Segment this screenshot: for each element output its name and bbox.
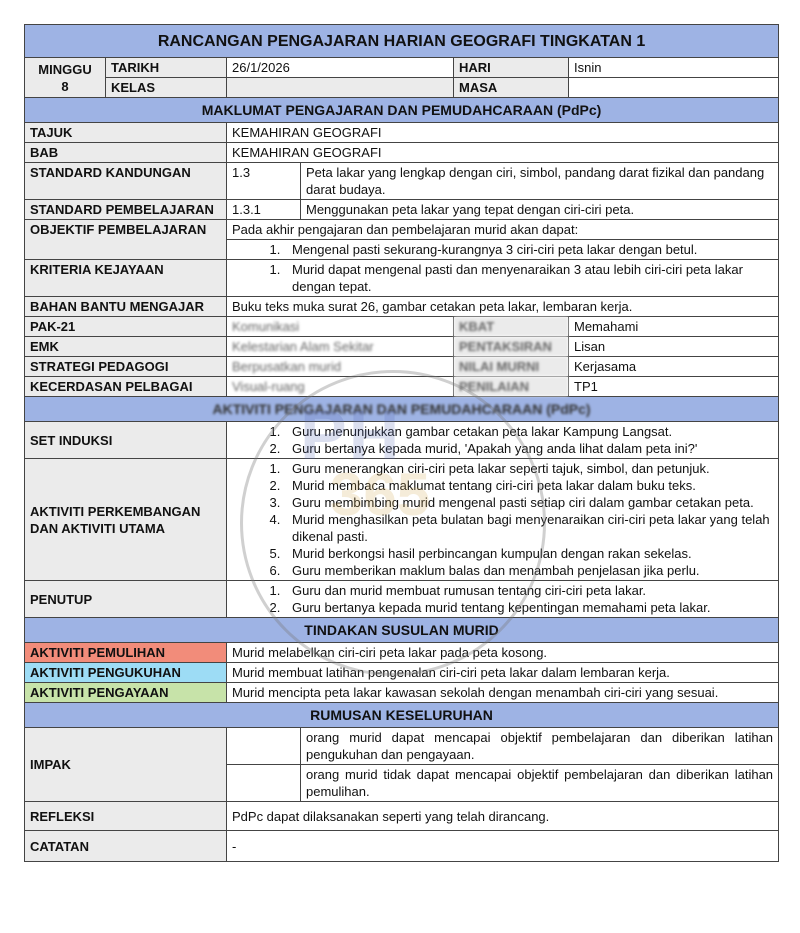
masa-value[interactable] (569, 78, 779, 98)
perkembangan-item: 5. Murid berkongsi hasil perbincangan kumpulan dengan rakan sekelas. (284, 545, 773, 562)
refleksi-label: REFLEKSI (25, 802, 227, 831)
penutup-item: 1. Guru dan murid membuat rumusan tentang ciri-ciri peta lakar. (284, 582, 773, 599)
set-induksi-list (232, 423, 773, 457)
bbm-label: BAHAN BANTU MENGAJAR (25, 297, 227, 317)
strategi-value: Berpusatkan murid (227, 357, 454, 377)
hari-value[interactable]: Isnin (569, 58, 779, 78)
minggu-label: MINGGU (38, 61, 92, 77)
standard-pembelajaran-text: Menggunakan peta lakar yang tepat dengan ciri-ciri peta. (301, 200, 779, 220)
perkembangan-cell (227, 459, 779, 581)
penutup-label: PENUTUP (25, 581, 227, 618)
perkembangan-item: 6. Guru memberikan maklum balas dan menambah penjelasan jika perlu. (284, 562, 773, 579)
standard-kandungan-label: STANDARD KANDUNGAN (25, 163, 227, 200)
pemulihan-label: AKTIVITI PEMULIHAN (25, 643, 227, 663)
kbat-value: Memahami (569, 317, 779, 337)
impak-text-1: orang murid dapat mencapai objektif pembelajaran dan diberikan latihan pengukuhan dan pengayaan. (301, 728, 779, 765)
pengayaan-label: AKTIVITI PENGAYAAN (25, 683, 227, 703)
emk-value: Kelestarian Alam Sekitar (227, 337, 454, 357)
hari-label: HARI (454, 58, 569, 78)
refleksi-value: PdPc dapat dilaksanakan seperti yang telah dirancang. (227, 802, 779, 831)
document-title: RANCANGAN PENGAJARAN HARIAN GEOGRAFI TINGKATAN 1 (25, 25, 779, 58)
minggu-cell (25, 58, 106, 98)
perkembangan-item: 3. Guru membimbing murid mengenal pasti setiap ciri dalam gambar cetakan peta. (284, 494, 773, 511)
watermark-logo-text: PH (300, 396, 402, 474)
perkembangan-list (232, 460, 773, 579)
masa-label: MASA (454, 78, 569, 98)
kelas-label: KELAS (106, 78, 227, 98)
tajuk-label: TAJUK (25, 123, 227, 143)
kecerdasan-label: KECERDASAN PELBAGAI (25, 377, 227, 397)
set-induksi-item: 1. Guru menunjukkan gambar cetakan peta lakar Kampung Langsat. (284, 423, 773, 440)
pentaksiran-label: PENTAKSIRAN (454, 337, 569, 357)
kriteria-item: 1. Murid dapat mengenal pasti dan menyenaraikan 3 atau lebih ciri-ciri peta lakar dengan tepat. (284, 261, 773, 295)
kbat-label: KBAT (454, 317, 569, 337)
kriteria-list (232, 261, 773, 295)
section-maklumat: MAKLUMAT PENGAJARAN DAN PEMUDAHCARAAN (PdPc) (25, 98, 779, 123)
impak-count-2[interactable] (227, 765, 301, 802)
set-induksi-item: 2. Guru bertanya kepada murid, 'Apakah yang anda lihat dalam peta ini?' (284, 440, 773, 457)
kelas-value[interactable] (227, 78, 454, 98)
emk-label: EMK (25, 337, 227, 357)
watermark-logo-number: 365 (330, 461, 431, 528)
pengukuhan-label: AKTIVITI PENGUKUHAN (25, 663, 227, 683)
nilai-murni-value: Kerjasama (569, 357, 779, 377)
section-aktiviti-title: AKTIVITI PENGAJARAN DAN PEMUDAHCARAAN (PdPc) (212, 400, 591, 417)
pengayaan-value: Murid mencipta peta lakar kawasan sekolah dengan menambah ciri-ciri yang sesuai. (227, 683, 779, 703)
tarikh-label: TARIKH (106, 58, 227, 78)
set-induksi-cell (227, 422, 779, 459)
pemulihan-value: Murid melabelkan ciri-ciri peta lakar pada peta kosong. (227, 643, 779, 663)
pak21-value: Komunikasi (227, 317, 454, 337)
catatan-value: - (227, 831, 779, 862)
pak21-label: PAK-21 (25, 317, 227, 337)
tajuk-value: KEMAHIRAN GEOGRAFI (227, 123, 779, 143)
minggu-value: 8 (61, 78, 69, 94)
perkembangan-item: 2. Murid membaca maklumat tentang ciri-ciri peta lakar dalam buku teks. (284, 477, 773, 494)
standard-kandungan-text: Peta lakar yang lengkap dengan ciri, simbol, pandang darat fizikal dan pandang darat budaya. (301, 163, 779, 200)
nilai-murni-label: NILAI MURNI (454, 357, 569, 377)
bbm-value: Buku teks muka surat 26, gambar cetakan peta lakar, lembaran kerja. (227, 297, 779, 317)
pengukuhan-value: Murid membuat latihan pengenalan ciri-ciri peta lakar dalam lembaran kerja. (227, 663, 779, 683)
perkembangan-item: 1. Guru menerangkan ciri-ciri peta lakar seperti tajuk, simbol, dan petunjuk. (284, 460, 773, 477)
objektif-label: OBJEKTIF PEMBELAJARAN (25, 220, 227, 260)
penilaian-value: TP1 (569, 377, 779, 397)
objektif-list-cell (227, 240, 779, 260)
penilaian-label: PENILAIAN (454, 377, 569, 397)
objektif-intro: Pada akhir pengajaran dan pembelajaran murid akan dapat: (227, 220, 779, 240)
catatan-label: CATATAN (25, 831, 227, 862)
impak-label: IMPAK (25, 728, 227, 802)
kecerdasan-value: Visual-ruang (227, 377, 454, 397)
pentaksiran-value: Lisan (569, 337, 779, 357)
standard-pembelajaran-code: 1.3.1 (227, 200, 301, 220)
standard-pembelajaran-label: STANDARD PEMBELAJARAN (25, 200, 227, 220)
objektif-item: 1. Mengenal pasti sekurang-kurangnya 3 ciri-ciri peta lakar dengan betul. (284, 241, 773, 258)
perkembangan-label: AKTIVITI PERKEMBANGAN DAN AKTIVITI UTAMA (25, 459, 227, 581)
objektif-list (232, 241, 773, 258)
kriteria-list-cell (227, 260, 779, 297)
strategi-label: STRATEGI PEDAGOGI (25, 357, 227, 377)
kriteria-label: KRITERIA KEJAYAAN (25, 260, 227, 297)
tarikh-value[interactable]: 26/1/2026 (227, 58, 454, 78)
perkembangan-item: 4. Murid menghasilkan peta bulatan bagi menyenaraikan ciri-ciri peta lakar yang telah dikenal pasti. (284, 511, 773, 545)
penutup-cell (227, 581, 779, 618)
section-aktiviti (25, 397, 779, 422)
section-tindakan: TINDAKAN SUSULAN MURID (25, 618, 779, 643)
section-rumusan: RUMUSAN KESELURUHAN (25, 703, 779, 728)
impak-count-1[interactable] (227, 728, 301, 765)
penutup-list (232, 582, 773, 616)
bab-label: BAB (25, 143, 227, 163)
impak-text-2: orang murid tidak dapat mencapai objektif pembelajaran dan diberikan latihan pemulihan. (301, 765, 779, 802)
set-induksi-label: SET INDUKSI (25, 422, 227, 459)
rph-table (24, 24, 779, 862)
standard-kandungan-code: 1.3 (227, 163, 301, 200)
penutup-item: 2. Guru bertanya kepada murid tentang kepentingan memahami peta lakar. (284, 599, 773, 616)
bab-value: KEMAHIRAN GEOGRAFI (227, 143, 779, 163)
